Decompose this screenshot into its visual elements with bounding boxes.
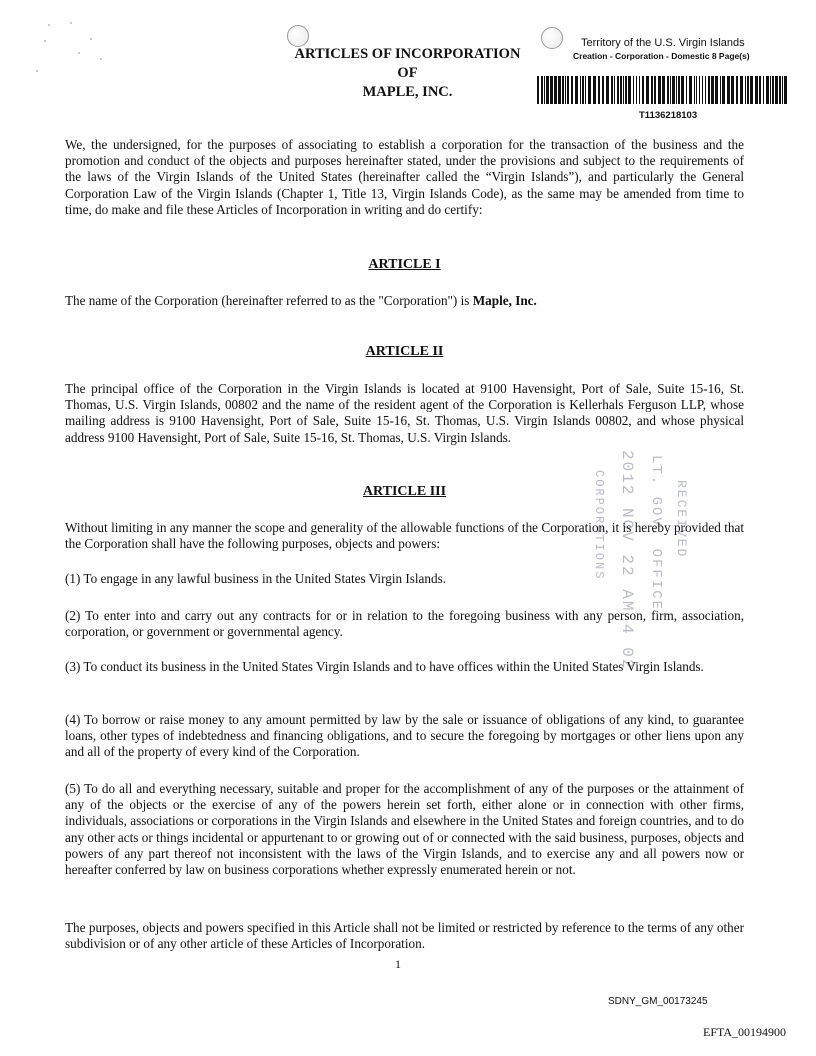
article-1-heading: ARTICLE I [368,257,441,272]
page-number: 1 [395,957,401,971]
article-3-intro: Without limiting in any manner the scope and generality of the allowable functions of the Corporation, it is hereby provided that the Corporation shall have the following purposes, objects and powers: [65,520,744,552]
barcode-bar [705,76,706,104]
barcode-bar [779,76,781,104]
barcode-bar [575,76,578,104]
barcode-bar [567,76,569,104]
barcode-bar [651,76,653,104]
barcode-bar [642,76,644,104]
barcode-bar [614,76,615,104]
barcode-bar [571,76,573,104]
article-1-text [65,293,744,309]
efta-number: EFTA_00194900 [703,1025,787,1039]
barcode-bar [702,76,703,104]
barcode-bar [770,76,771,104]
filing-stamp-territory: Territory of the U.S. Virgin Islands [581,37,745,49]
barcode-bar [672,76,675,104]
barcode-bar [676,76,677,104]
article-3-heading: ARTICLE III [362,484,447,499]
barcode-bar [598,76,600,104]
barcode-bar [711,76,714,104]
barcode-bar [585,76,586,104]
barcode-bar [696,76,697,104]
barcode-bar [727,76,730,104]
barcode-bar [755,76,758,104]
scan-specks [30,22,110,82]
closing-paragraph: The purposes, objects and powers specified in this Article shall not be limited or restricted by reference to the terms of any other subdivision or of any other article of these Articles of Incorporation. [65,920,744,952]
barcode-bar [715,76,718,104]
filing-stamp-type: Creation - Corporation - Domestic 8 Page(s) [573,51,750,61]
barcode-bar [772,76,774,104]
barcode-bar [766,76,769,104]
purpose-item-5: (5) To do all and everything necessary, suitable and proper for the accomplishment of any of the purposes or the attainment of any of the objects or the exercise of any of the powers herein set forth, either alone or in connection with other firms, individuals, associations or corporations in the Virgin Islands and elsewhere in the United States and foreign countries, and to do any other acts or things incidental or appurtenant to or growing out of or connected with the said business, purposes, objects and powers of any part thereof not inconsistent with the laws of the Virgin Islands, and to exercise any and all powers now or hereafter conferred by law on business corporations whether expressly enumerated herein or not. [65,781,744,878]
barcode-bar [667,76,669,104]
barcode-bar [654,76,656,104]
barcode-bar [784,76,787,104]
barcode-bar [611,76,613,104]
barcode-bar [678,76,680,104]
purpose-item-1: (1) To engage in any lawful business in the United States Virgin Islands. [65,571,447,586]
title-line-2: OF [397,65,418,81]
barcode-bar [550,76,553,104]
barcode-bar [740,76,743,104]
barcode-bar [562,76,564,104]
barcode-bar [745,76,746,104]
purpose-item-4: (4) To borrow or raise money to any amount permitted by law by the sale or issuance of obligations of any kind, to guarantee loans, other types of indebtedness and financing obligations, and to secure the foregoing by mortgages or other liens upon any and all of the property of every kind of the Corporation. [65,712,744,760]
title-line-1: ARTICLES OF INCORPORATION [294,46,521,62]
barcode-bar [662,76,665,104]
barcode-bar [628,76,631,104]
barcode-bar [720,76,721,104]
barcode-bar [625,76,627,104]
barcode-bar [617,76,619,104]
punch-hole-left [287,25,309,47]
received-stamp-col-3: LT. GOV. OFFICE [648,455,664,612]
barcode-bar [588,76,591,104]
barcode-bar [699,76,700,104]
barcode-bar [689,76,692,104]
barcode-bar [544,76,545,104]
article-2-heading: ARTICLE II [365,344,444,359]
barcode-bar [782,76,783,104]
barcode-bar [537,76,539,104]
barcode-bar [763,76,764,104]
title-line-3: MAPLE, INC. [362,84,453,100]
barcode-bar [670,76,671,104]
purpose-item-2: (2) To enter into and carry out any contracts for or in relation to the foregoing business with any person, firm, association, corporation, or government or governmental agency. [65,608,744,640]
barcode-bar [694,76,695,104]
barcode-bar [565,76,566,104]
barcode-bar [681,76,684,104]
barcode-bar [708,76,710,104]
barcode-bar [558,76,561,104]
barcode-bar [554,76,557,104]
barcode-bar [606,76,609,104]
barcode-bar [593,76,596,104]
barcode-bar [658,76,661,104]
barcode-bar [722,76,725,104]
barcode-number: T1136218103 [639,110,698,121]
barcode-bar [759,76,761,104]
received-stamp-col-4: RECEIVED [674,480,689,559]
barcode-bar [580,76,581,104]
barcode-bar [636,76,637,104]
barcode-bar [541,76,543,104]
article-1-sentence: The name of the Corporation (hereinafter referred to as the "Corporation") is [65,293,473,308]
intro-paragraph: We, the undersigned, for the purposes of associating to establish a corporation for the transaction of the business and the promotion and conduct of the objects and purposes hereinafter stated, under the provisions and subject to the requirements of the laws of the Virgin Islands of the United States (hereinafter called the “Virgin Islands”), and particularly the General Corporation Law of the Virgin Islands (Chapter 1, Title 13, Virgin Islands Code), as the same may be amended from time to time, do make and file these Articles of Incorporation in writing and do certify: [65,137,744,217]
barcode-bar [620,76,622,104]
barcode [537,76,790,104]
barcode-bar [731,76,734,104]
barcode-bar [646,76,649,104]
barcode-bar [775,76,778,104]
received-stamp-col-2: 2012 NOV 22 AM 4 02 [618,450,636,671]
purpose-item-3: (3) To conduct its business in the United States Virgin Islands and to have offices within the United States Virgin Islands. [65,659,704,674]
barcode-bar [546,76,549,104]
barcode-bar [639,76,640,104]
barcode-bar [633,76,634,104]
corporation-name: Maple, Inc. [472,293,537,308]
barcode-bar [750,76,753,104]
barcode-bar [736,76,738,104]
barcode-bar [602,76,604,104]
article-2-text: The principal office of the Corporation in the Virgin Islands is located at 9100 Havensight, Port of Sale, Suite 15-16, St. Thomas, U.S. Virgin Islands, 00802 and the name of the resident agent of the Corporation is Kellerhals Ferguson LLP, whose mailing address is 9100 Havensight, Port of Sale, Suite 15-16, St. Thomas, U.S. Virgin Islands 00802, and whose physical address 9100 Havensight, Port of Sale, Suite 15-16, St. Thomas, U.S. Virgin Islands. [65,381,744,445]
barcode-bar [582,76,584,104]
barcode-bar [623,76,624,104]
received-stamp-col-1: CORPORATIONS [592,470,606,581]
bates-number: SDNY_GM_00173245 [608,996,708,1007]
barcode-bar [747,76,749,104]
document-title [270,45,545,102]
barcode-bar [686,76,687,104]
